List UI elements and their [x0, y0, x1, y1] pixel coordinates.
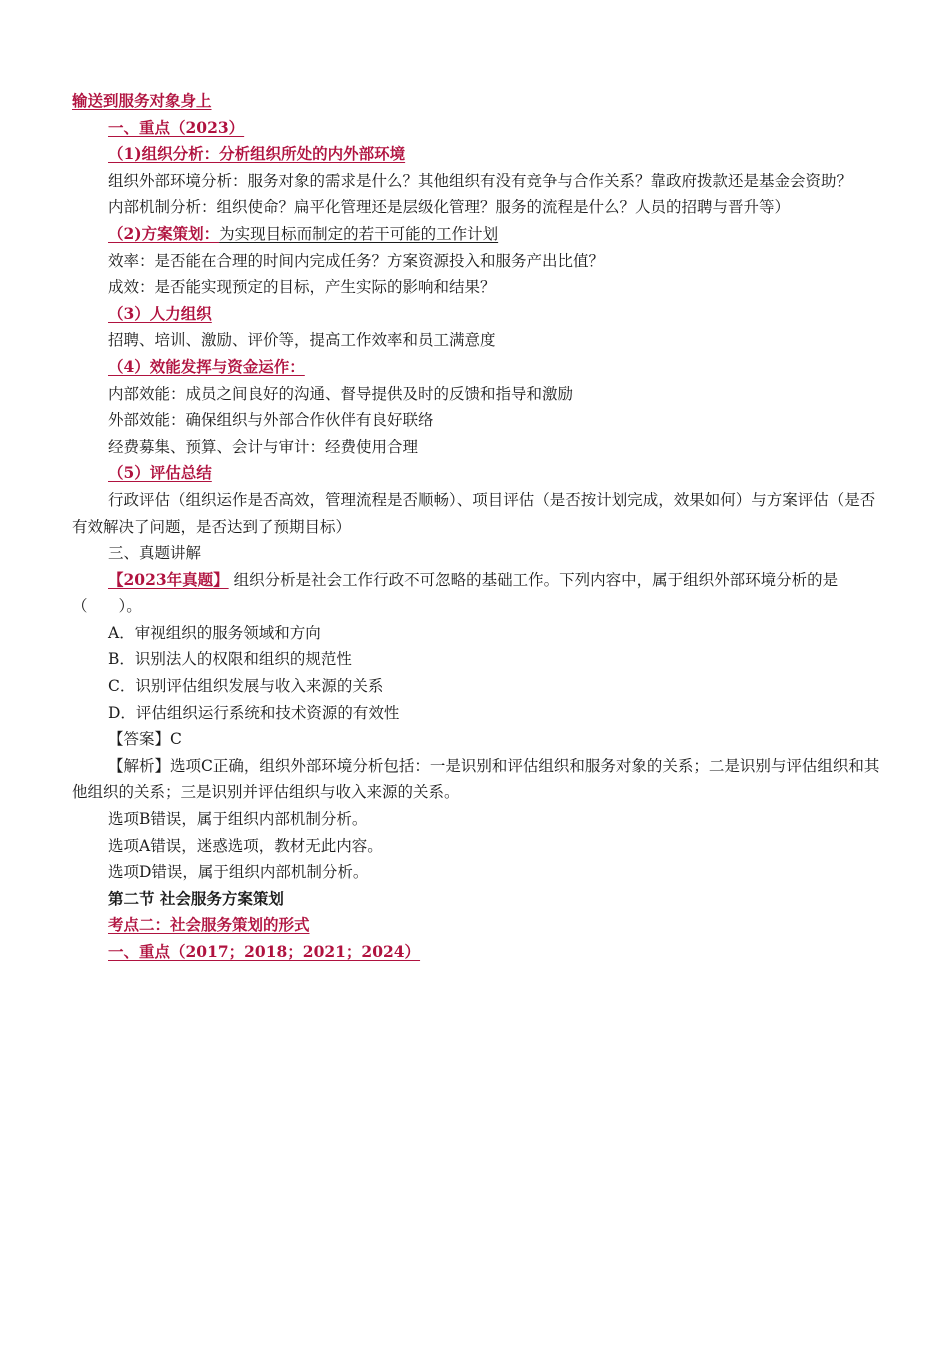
heading-text: 考点二：社会服务策划的形式: [108, 915, 310, 935]
answer: 【答案】C: [108, 730, 182, 749]
section-heading-exam: 三、真题讲解: [108, 544, 202, 563]
heading-text: （5）评估总结: [108, 463, 212, 483]
subheading-hr: [72, 301, 882, 328]
section-title: 第二节 社会服务方案策划: [108, 888, 284, 908]
exam-question: [72, 567, 882, 620]
option-d: D．评估组织运行系统和技术资源的有效性: [108, 703, 400, 722]
document-page: [72, 88, 882, 966]
section-heading-key-points: [72, 115, 882, 142]
continuation-heading: 输送到服务对象身上: [72, 91, 212, 110]
paragraph-hr: 招聘、培训、激励、评价等，提高工作效率和员工满意度: [108, 331, 496, 350]
heading-text: （2)方案策划：: [108, 223, 220, 243]
paragraph-efficiency: 效率：是否能在合理的时间内完成任务？方案资源投入和服务产出比值？: [108, 251, 605, 270]
heading-text: （3）人力组织: [108, 303, 212, 323]
topic-heading: [72, 912, 882, 939]
heading-text: （1)组织分析：分析组织所处的内外部环境: [108, 144, 406, 164]
paragraph-internal-analysis: 内部机制分析：组织使命？扁平化管理还是层级化管理？服务的流程是什么？人员的招聘与晋升等）: [108, 198, 791, 217]
explanation-d: 选项D错误，属于组织内部机制分析。: [108, 863, 369, 882]
heading-text: 一、重点（2023）: [108, 117, 245, 137]
subheading-plan: [72, 221, 882, 248]
explanation: 【解析】选项C正确，组织外部环境分析包括：一是识别和评估组织和服务对象的关系；二是识别与评估组织和其他组织的关系；三是识别并评估组织与收入来源的关系。: [72, 756, 880, 802]
paragraph-funding: 经费募集、预算、会计与审计：经费使用合理: [108, 437, 419, 456]
option-a: A．审视组织的服务领域和方向: [108, 623, 321, 642]
paragraph-effectiveness: 成效：是否能实现预定的目标，产生实际的影响和结果？: [108, 278, 496, 297]
paragraph-internal-efficacy: 内部效能：成员之间良好的沟通、督导提供及时的反馈和指导和激励: [108, 384, 574, 403]
heading-text: （4）效能发挥与资金运作：: [108, 356, 305, 376]
heading-desc: 为实现目标而制定的若干可能的工作计划: [219, 224, 499, 243]
explanation-b: 选项B错误，属于组织内部机制分析。: [108, 810, 368, 829]
option-c: C．识别评估组织发展与收入来源的关系: [108, 677, 384, 696]
subheading-org-analysis: [72, 141, 882, 168]
subheading-efficacy: [72, 354, 882, 381]
paragraph-external-efficacy: 外部效能：确保组织与外部合作伙伴有良好联络: [108, 411, 434, 430]
paragraph-external-analysis: 组织外部环境分析：服务对象的需求是什么？其他组织有没有竞争与合作关系？靠政府拨款还是基金会资助？: [108, 171, 853, 190]
key-points-heading: [72, 939, 882, 966]
exam-tag: 【2023年真题】: [108, 569, 229, 589]
subheading-evaluation: [72, 460, 882, 487]
option-b: B．识别法人的权限和组织的规范性: [108, 650, 352, 669]
heading-text: 一、重点（2017；2018；2021；2024）: [108, 942, 421, 961]
paragraph-evaluation: 行政评估（组织运作是否高效，管理流程是否顺畅）、项目评估（是否按计划完成，效果如何）与方案评估（是否有效解决了问题，是否达到了预期目标）: [72, 490, 876, 536]
explanation-a: 选项A错误，迷惑选项，教材无此内容。: [108, 836, 383, 855]
question-text: 组织分析是社会工作行政不可忽略的基础工作。下列内容中，属于组织外部环境分析的是（ ）。: [72, 570, 839, 616]
